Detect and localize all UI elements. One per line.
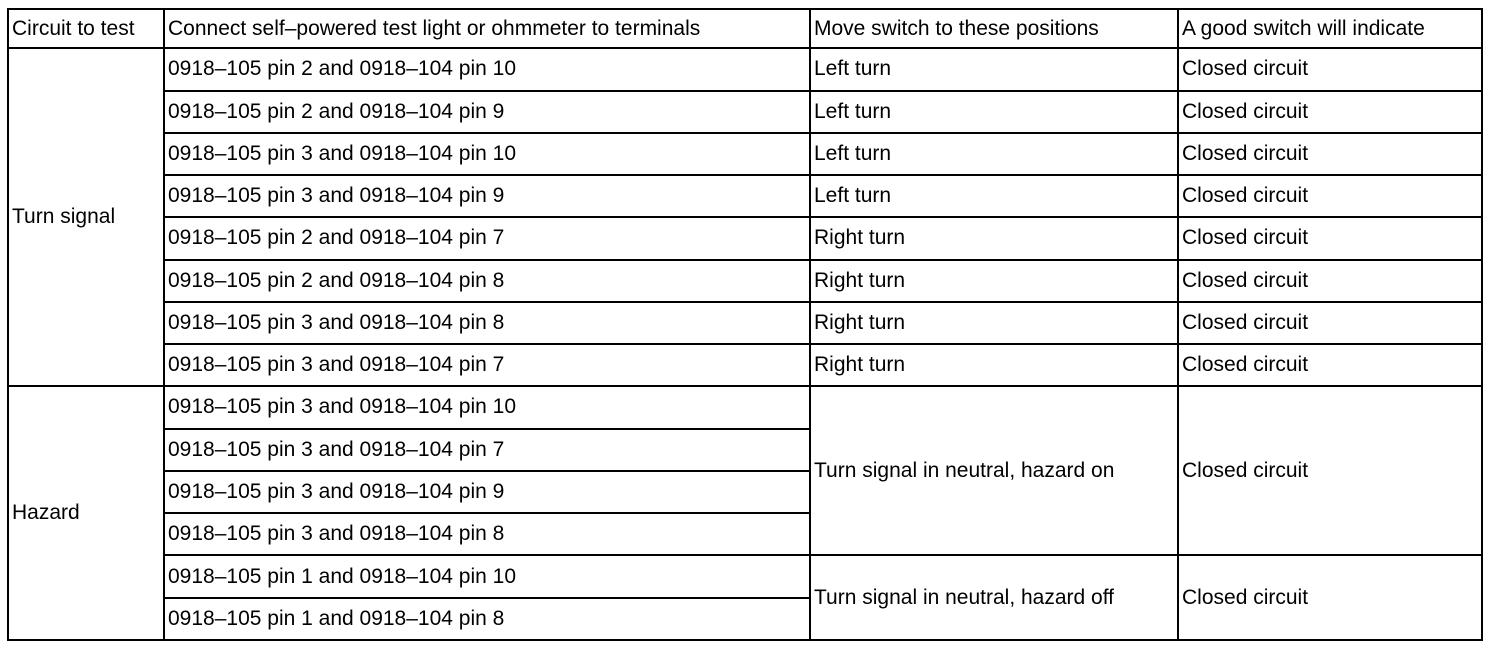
position-cell-hazard-on: Turn signal in neutral, hazard on [810, 386, 1178, 555]
indicate-cell: Closed circuit [1178, 48, 1482, 90]
table-row [8, 175, 1482, 217]
terminals-cell: 0918–105 pin 2 and 0918–104 pin 8 [164, 260, 810, 302]
indicate-cell: Closed circuit [1178, 133, 1482, 175]
table-row [8, 344, 1482, 386]
terminals-cell: 0918–105 pin 3 and 0918–104 pin 10 [164, 386, 810, 428]
terminals-cell: 0918–105 pin 2 and 0918–104 pin 7 [164, 217, 810, 259]
terminals-cell: 0918–105 pin 3 and 0918–104 pin 10 [164, 133, 810, 175]
position-cell: Left turn [810, 48, 1178, 90]
indicate-cell: Closed circuit [1178, 175, 1482, 217]
position-cell: Left turn [810, 91, 1178, 133]
position-cell: Left turn [810, 175, 1178, 217]
position-cell: Right turn [810, 217, 1178, 259]
indicate-cell-hazard-off: Closed circuit [1178, 555, 1482, 640]
terminals-cell: 0918–105 pin 2 and 0918–104 pin 9 [164, 91, 810, 133]
terminals-cell: 0918–105 pin 1 and 0918–104 pin 8 [164, 598, 810, 640]
table-row [8, 217, 1482, 259]
indicate-cell-hazard-on: Closed circuit [1178, 386, 1482, 555]
position-cell: Right turn [810, 344, 1178, 386]
table-row [8, 302, 1482, 344]
indicate-cell: Closed circuit [1178, 302, 1482, 344]
indicate-cell: Closed circuit [1178, 217, 1482, 259]
terminals-cell: 0918–105 pin 3 and 0918–104 pin 7 [164, 429, 810, 471]
position-cell: Right turn [810, 302, 1178, 344]
position-cell: Left turn [810, 133, 1178, 175]
header-terminals: Connect self–powered test light or ohmmeter to terminals [164, 9, 810, 48]
header-circuit: Circuit to test [8, 9, 164, 48]
terminals-cell: 0918–105 pin 3 and 0918–104 pin 9 [164, 175, 810, 217]
terminals-cell: 0918–105 pin 2 and 0918–104 pin 10 [164, 48, 810, 90]
indicate-cell: Closed circuit [1178, 91, 1482, 133]
table-row [8, 48, 1482, 90]
header-row [8, 9, 1482, 48]
table-row [8, 555, 1482, 597]
terminals-cell: 0918–105 pin 3 and 0918–104 pin 7 [164, 344, 810, 386]
terminals-cell: 0918–105 pin 3 and 0918–104 pin 8 [164, 513, 810, 555]
table-row [8, 133, 1482, 175]
header-position: Move switch to these positions [810, 9, 1178, 48]
circuit-hazard: Hazard [8, 386, 164, 640]
indicate-cell: Closed circuit [1178, 344, 1482, 386]
position-cell: Right turn [810, 260, 1178, 302]
terminals-cell: 0918–105 pin 3 and 0918–104 pin 9 [164, 471, 810, 513]
switch-test-table [7, 8, 1483, 641]
position-cell-hazard-off: Turn signal in neutral, hazard off [810, 555, 1178, 640]
indicate-cell: Closed circuit [1178, 260, 1482, 302]
header-indicate: A good switch will indicate [1178, 9, 1482, 48]
terminals-cell: 0918–105 pin 1 and 0918–104 pin 10 [164, 555, 810, 597]
circuit-turn-signal: Turn signal [8, 48, 164, 386]
table-row [8, 260, 1482, 302]
terminals-cell: 0918–105 pin 3 and 0918–104 pin 8 [164, 302, 810, 344]
table-row [8, 91, 1482, 133]
table-row [8, 386, 1482, 428]
